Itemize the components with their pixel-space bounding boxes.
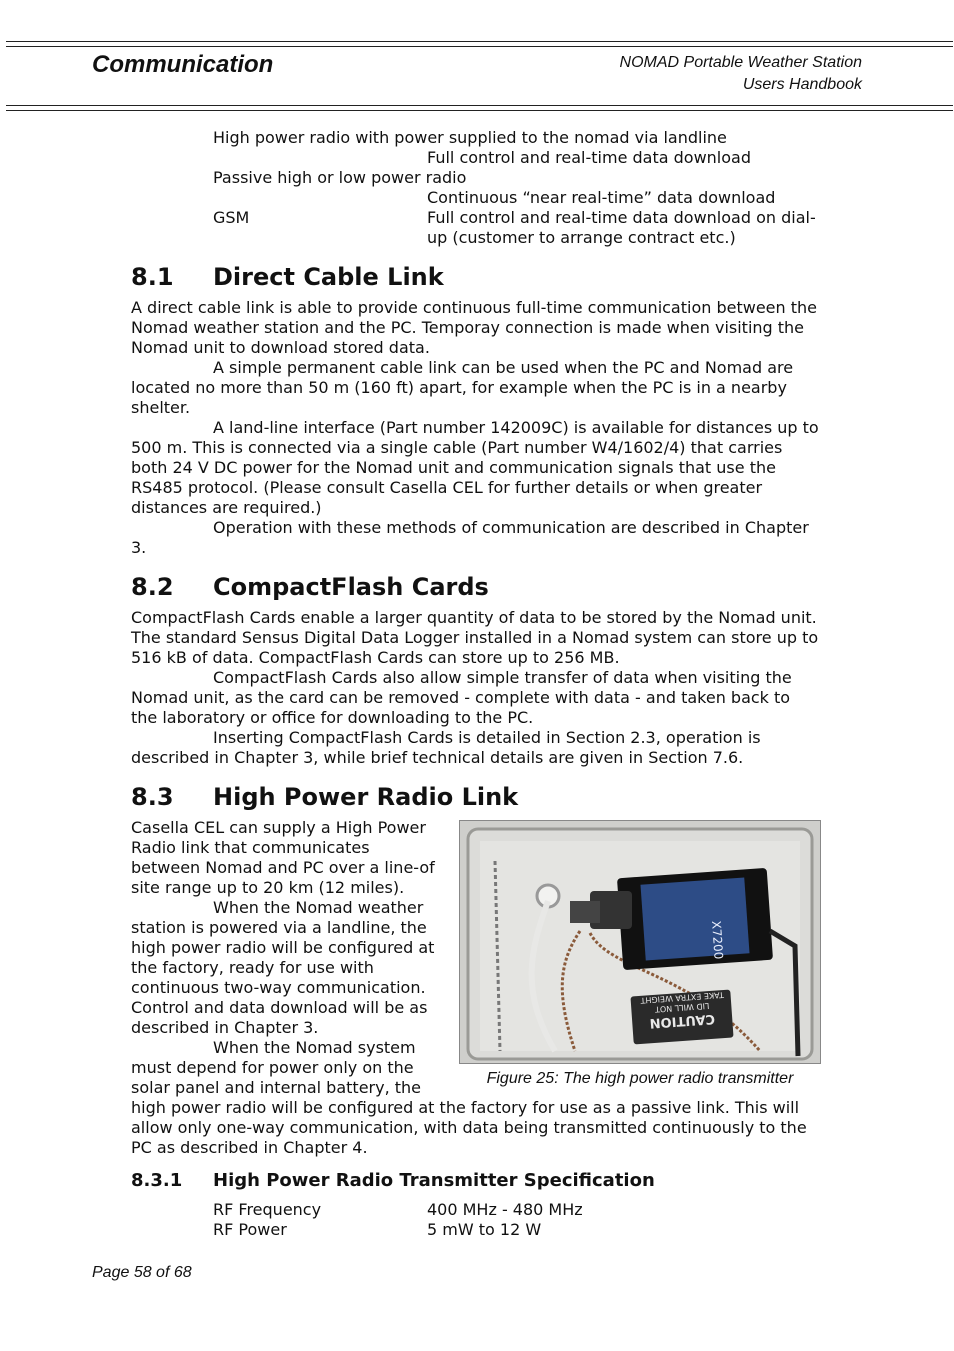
mode-description: Full control and real-time data download on dial-up (customer to arrange contract etc.)	[427, 208, 816, 247]
heading-8-1	[131, 262, 821, 292]
heading-text: Direct Cable Link	[213, 263, 444, 291]
spec-key: RF Power	[213, 1220, 287, 1239]
heading-number: 8.3.1	[131, 1170, 183, 1191]
spec-row	[213, 1220, 821, 1240]
header-rule-bottom	[6, 105, 953, 106]
mode-description: Full control and real-time data download	[427, 148, 751, 167]
mode-name: Passive high or low power radio	[213, 168, 467, 187]
mode-row	[213, 128, 821, 168]
spec-value: 5 mW to 12 W	[427, 1220, 542, 1239]
mode-row	[213, 168, 821, 208]
spec-row	[213, 1200, 821, 1220]
header-rule-top2	[6, 46, 953, 47]
paragraph: A land-line interface (Part number 142009C) is available for distances up to 500 m. This is connected via a single cable (Part number W4/1602/4) that carries both 24 V DC power for the Nomad unit and communication signals that use the RS485 protocol. (Please consult Casella CEL for further details or when greater distances are required.)	[131, 418, 819, 517]
sticker-line-1: CAUTION	[649, 1010, 716, 1031]
page-number: Page 58 of 68	[92, 1264, 192, 1281]
figure-25	[459, 820, 821, 1088]
heading-number: 8.3	[131, 783, 174, 811]
radio-transmitter-photo	[459, 820, 821, 1064]
heading-text: High Power Radio Transmitter Specification	[213, 1170, 655, 1191]
paragraph: A simple permanent cable link can be used when the PC and Nomad are located no more than 50 m (160 ft) apart, for example when the PC is in a nearby shelter.	[131, 358, 794, 417]
spec-table	[213, 1200, 821, 1240]
header-rule-bottom2	[6, 110, 953, 111]
paragraph: Casella CEL can supply a High Power Radio link that communicates between Nomad and PC over a line-of site range up to 20 km (12 miles).	[131, 818, 435, 897]
heading-number: 8.2	[131, 573, 174, 601]
sticker-line-3: TAKE EXTRA WEIGHT	[640, 990, 725, 1005]
figure-caption: Figure 25: The high power radio transmitter	[486, 1070, 794, 1087]
sticker-line-2: LID WILL NOT	[654, 1001, 710, 1014]
document-title-line1: NOMAD Portable Weather Station	[619, 54, 862, 71]
mode-row	[213, 208, 821, 248]
header-rule-top	[6, 41, 953, 42]
mode-name: GSM	[213, 208, 250, 227]
heading-text: CompactFlash Cards	[213, 573, 489, 601]
heading-text: High Power Radio Link	[213, 783, 519, 811]
paragraph: CompactFlash Cards enable a larger quantity of data to be stored by the Nomad unit. The standard Sensus Digital Data Logger installed in a Nomad system can store up to 516 kB of data. CompactFlash Cards can store up to 256 MB.	[131, 608, 819, 667]
paragraph: When the Nomad system must depend for power only on the solar panel and internal battery, the high power radio will be configured at the factory for use as a passive link. This will allow only one-way communication, with data being transmitted continuously to the PC as described in Chapter 4.	[131, 1038, 807, 1157]
paragraph: When the Nomad weather station is powered via a landline, the high power radio will be configured at the factory, ready for use with continuous two-way communication. Control and data download will be as described in Chapter 3.	[131, 898, 435, 1037]
heading-8-3	[131, 782, 821, 812]
heading-8-3-1	[131, 1170, 821, 1192]
mode-description: Continuous “near real-time” data download	[427, 188, 776, 207]
paragraph: CompactFlash Cards also allow simple transfer of data when visiting the Nomad unit, as the card can be removed - complete with data - and taken back to the laboratory or office for downloading to the PC.	[131, 668, 792, 727]
modes-table	[213, 128, 821, 248]
spec-key: RF Frequency	[213, 1200, 322, 1219]
photo-illustration	[460, 821, 820, 1063]
paragraph: Inserting CompactFlash Cards is detailed in Section 2.3, operation is described in Chapter 3, while brief technical details are given in Section 7.6.	[131, 728, 761, 767]
paragraph: Operation with these methods of communication are described in Chapter 3.	[131, 518, 809, 557]
document-title	[620, 52, 862, 96]
mode-name: High power radio with power supplied to the nomad via landline	[213, 128, 727, 147]
device-label: X7200	[709, 920, 726, 960]
spec-value: 400 MHz - 480 MHz	[427, 1200, 583, 1219]
heading-number: 8.1	[131, 263, 174, 291]
paragraph: A direct cable link is able to provide continuous full-time communication between the Nomad weather station and the PC. Temporay connection is made when visiting the Nomad unit to download stored data.	[131, 298, 817, 357]
page-content	[131, 128, 821, 1240]
document-title-line2: Users Handbook	[742, 76, 862, 93]
section-title: Communication	[92, 51, 274, 78]
heading-8-2	[131, 572, 821, 602]
